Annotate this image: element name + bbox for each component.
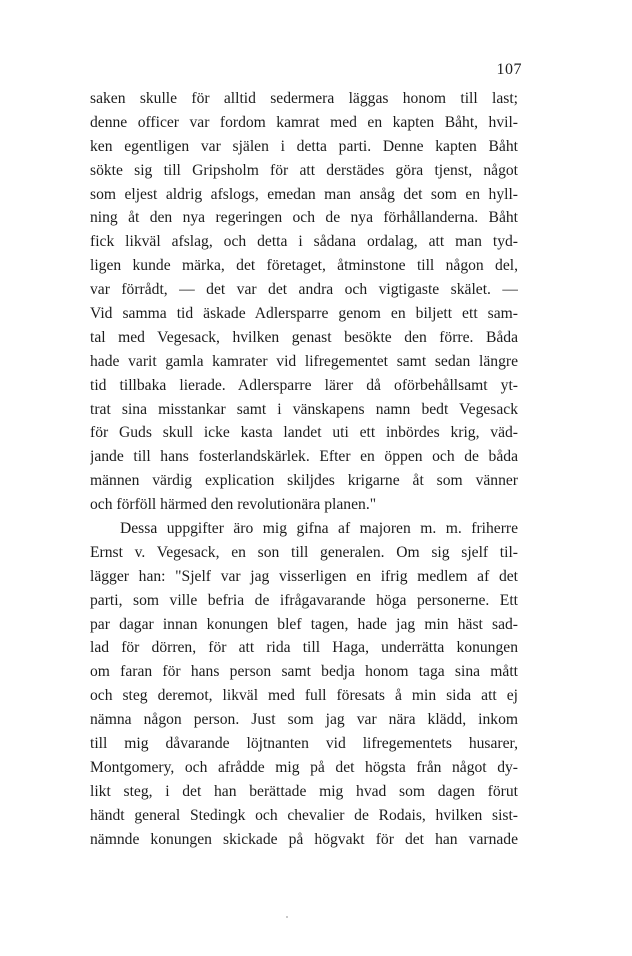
text-line: denne officer var fordom kamrat med en kapten Båht, hvil- [90, 113, 518, 131]
text-line: parti, som ville befria de ifrågavarande höga personerne. Ett [90, 591, 518, 609]
paper-speck [286, 916, 288, 918]
text-line: som eljest aldrig afslogs, emedan man ansåg det som en hyll- [90, 185, 518, 203]
text-line: tal med Vegesack, hvilken genast besökte den förre. Båda [90, 328, 518, 346]
text-line: likt steg, i det han berättade mig hvad som dagen förut [90, 782, 518, 800]
text-line: ning åt den nya regeringen och de nya förhållanderna. Båht [90, 209, 518, 227]
text-line: par dagar innan konungen blef tagen, hade jag min häst sad- [90, 615, 518, 633]
text-line: ken egentligen var själen i detta parti. Denne kapten Båht [90, 137, 518, 155]
text-line: männen värdig explication skiljdes krigarne åt som vänner [90, 472, 518, 490]
text-line: tid tillbaka lierade. Adlersparre lärer då oförbehållsamt yt- [90, 376, 518, 394]
page-number: 107 [496, 61, 522, 78]
text-line: saken skulle för alltid sedermera läggas honom till last; [90, 90, 518, 107]
text-line: lad för dörren, för att rida till Haga, underrätta konungen [90, 639, 518, 657]
text-line: för Guds skull icke kasta landet uti ett inbördes krig, väd- [90, 424, 518, 442]
text-line: jande till hans fosterlandskärlek. Efter en öppen och de båda [90, 448, 518, 466]
text-line: Montgomery, och afrådde mig på det högsta från något dy- [90, 758, 518, 776]
text-line: var förrådt, — det var det andra och vigtigaste skälet. — [90, 281, 518, 299]
text-line: sökte sig till Gripsholm för att derstädes göra tjenst, något [90, 161, 518, 179]
text-line: Ernst v. Vegesack, en son till generalen. Om sig sjelf til- [90, 543, 518, 561]
text-line: till mig dåvarande löjtnanten vid lifregementets husarer, [90, 735, 518, 753]
text-line: hade varit gamla kamrater vid lifregementet samt sedan längre [90, 352, 518, 370]
paragraph-start-line: Dessa uppgifter äro mig gifna af majoren m. m. friherre [120, 520, 518, 538]
text-line: och steg deremot, likväl med full föresats å min sida att ej [90, 687, 518, 705]
paragraph-end-line: och förföll härmed den revolutionära planen." [90, 496, 377, 514]
text-line: om faran för hans person samt bedja honom taga sina mått [90, 663, 518, 681]
text-line: ligen kunde märka, det företaget, åtminstone till någon del, [90, 257, 518, 275]
text-line: lägger han: "Sjelf var jag visserligen en ifrig medlem af det [90, 567, 518, 585]
text-line: händt general Stedingk och chevalier de Rodais, hvilken sist- [90, 806, 518, 824]
text-line: Vid samma tid äskade Adlersparre genom en biljett ett sam- [90, 305, 518, 323]
body-text [90, 87, 518, 852]
text-line: nämna någon person. Just som jag var nära klädd, inkom [90, 711, 518, 729]
text-line: trat sina misstankar samt i vänskapens namn bedt Vegesack [90, 400, 518, 418]
text-line: nämnde konungen skickade på högvakt för det han varnade [90, 830, 518, 848]
text-line: fick likväl afslag, och detta i sådana ordalag, att man tyd- [90, 233, 518, 251]
